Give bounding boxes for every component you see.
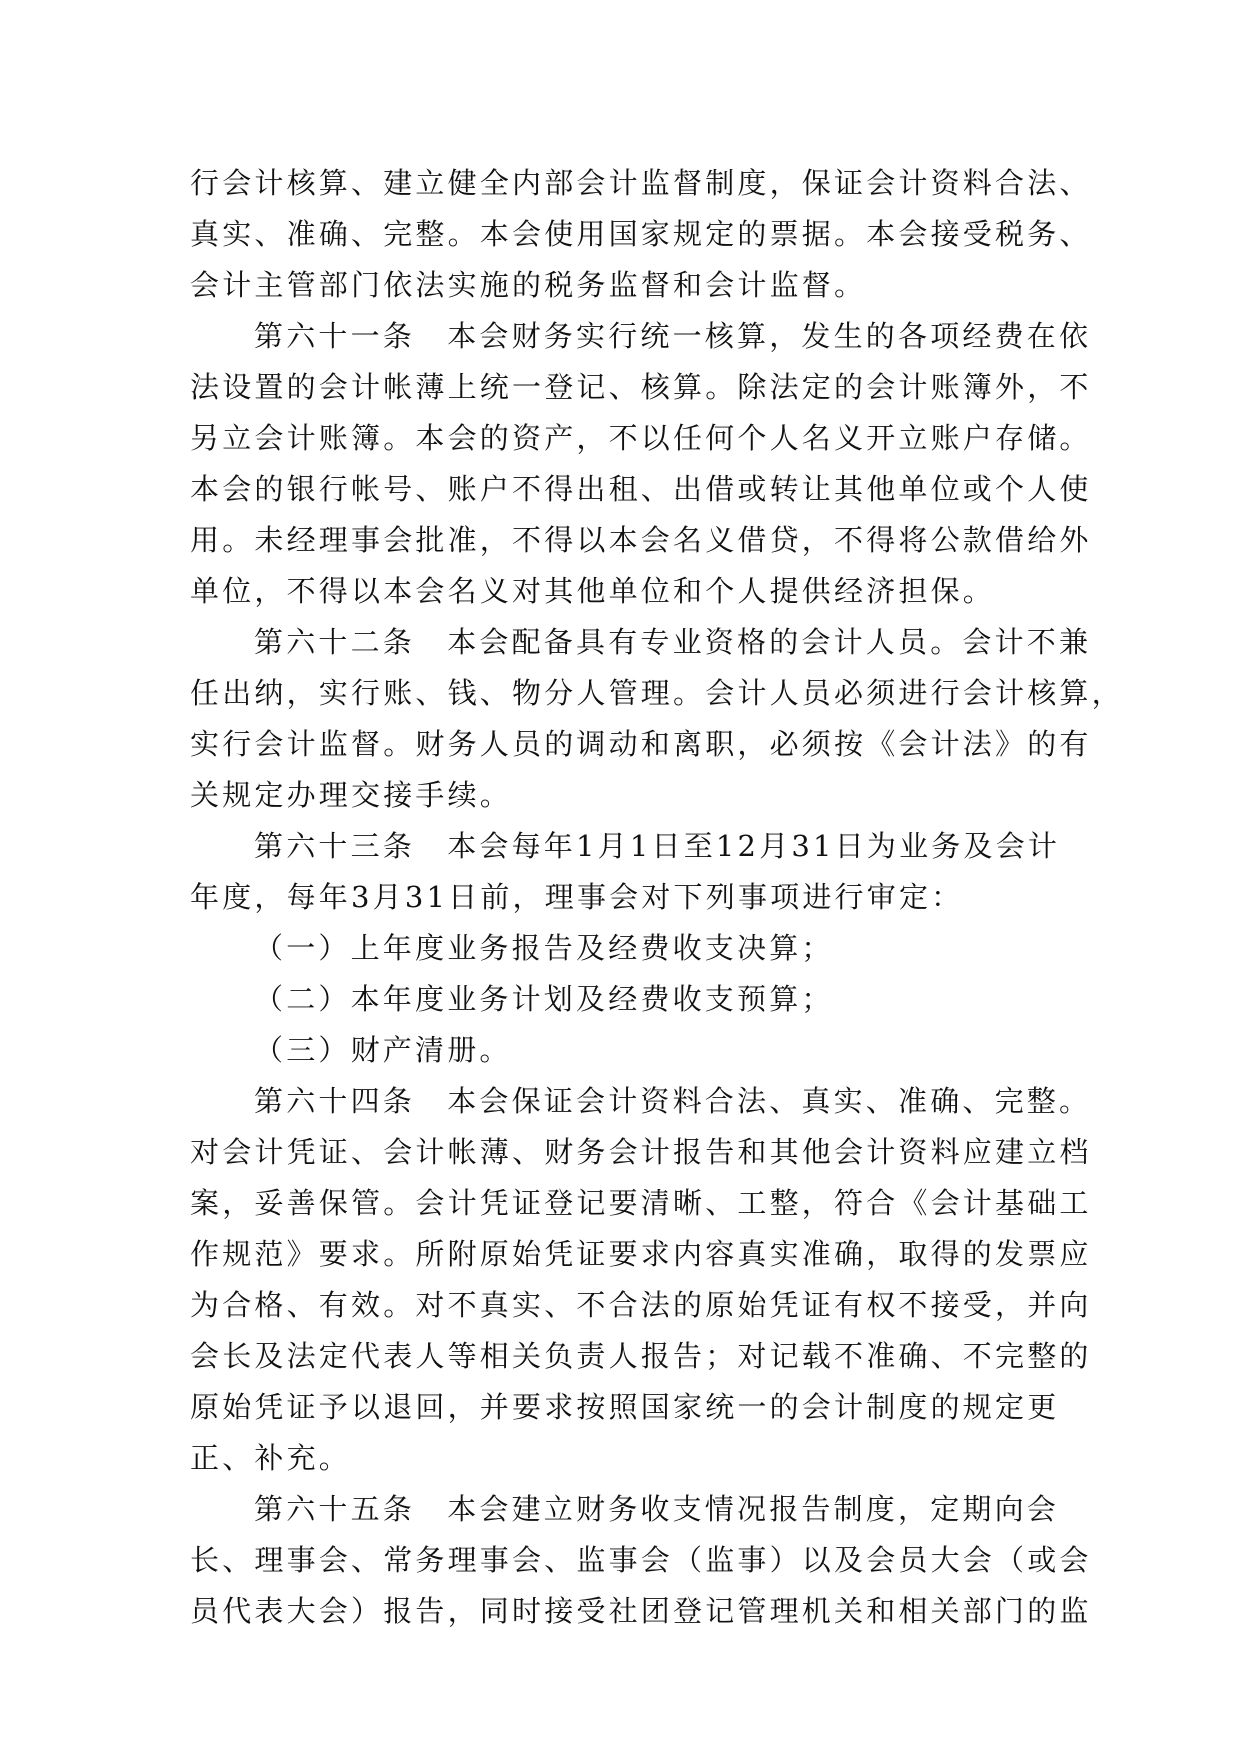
text-line: 法设置的会计帐薄上统一登记、核算。除法定的会计账簿外，不 (190, 370, 1092, 404)
text-line: 实行会计监督。财务人员的调动和离职，必须按《会计法》的有 (190, 727, 1092, 761)
list-item: （一）上年度业务报告及经费收支决算； (254, 931, 834, 965)
text-line: 案，妥善保管。会计凭证登记要清晰、工整，符合《会计基础工 (190, 1186, 1092, 1220)
text-line: 为合格、有效。对不真实、不合法的原始凭证有权不接受，并向 (190, 1288, 1092, 1322)
text-line: 原始凭证予以退回，并要求按照国家统一的会计制度的规定更 (190, 1390, 1060, 1424)
article-65-first-line: 第六十五条 本会建立财务收支情况报告制度，定期向会 (254, 1492, 1060, 1526)
text-line: 员代表大会）报告，同时接受社团登记管理机关和相关部门的监 (190, 1594, 1092, 1628)
text-line: 真实、准确、完整。本会使用国家规定的票据。本会接受税务、 (190, 217, 1092, 251)
list-item: （三）财产清册。 (254, 1033, 512, 1067)
text-line: 长、理事会、常务理事会、监事会（监事）以及会员大会（或会 (190, 1543, 1092, 1577)
text-line: 作规范》要求。所附原始凭证要求内容真实准确，取得的发票应 (190, 1237, 1092, 1271)
text-line: 正、补充。 (190, 1441, 352, 1475)
document-body (190, 158, 1124, 1637)
list-item: （二）本年度业务计划及经费收支预算； (254, 982, 834, 1016)
text-line: 年度，每年3月31日前，理事会对下列事项进行审定： (190, 880, 964, 914)
text-line: 单位，不得以本会名义对其他单位和个人提供经济担保。 (190, 574, 996, 608)
text-line: 用。未经理事会批准，不得以本会名义借贷，不得将公款借给外 (190, 523, 1092, 557)
text-line: 任出纳，实行账、钱、物分人管理。会计人员必须进行会计核算， (190, 676, 1124, 710)
article-63-first-line: 第六十三条 本会每年1月1日至12月31日为业务及会计 (254, 829, 1061, 863)
text-line: 行会计核算、建立健全内部会计监督制度，保证会计资料合法、 (190, 166, 1092, 200)
article-61-first-line: 第六十一条 本会财务实行统一核算，发生的各项经费在依 (254, 319, 1092, 353)
article-62-first-line: 第六十二条 本会配备具有专业资格的会计人员。会计不兼 (254, 625, 1092, 659)
text-line: 对会计凭证、会计帐薄、财务会计报告和其他会计资料应建立档 (190, 1135, 1092, 1169)
text-line: 另立会计账簿。本会的资产，不以任何个人名义开立账户存储。 (190, 421, 1092, 455)
article-64-first-line: 第六十四条 本会保证会计资料合法、真实、准确、完整。 (254, 1084, 1092, 1118)
text-line: 本会的银行帐号、账户不得出租、出借或转让其他单位或个人使 (190, 472, 1092, 506)
text-line: 会计主管部门依法实施的税务监督和会计监督。 (190, 268, 867, 302)
text-line: 会长及法定代表人等相关负责人报告；对记载不准确、不完整的 (190, 1339, 1092, 1373)
text-line: 关规定办理交接手续。 (190, 778, 513, 812)
